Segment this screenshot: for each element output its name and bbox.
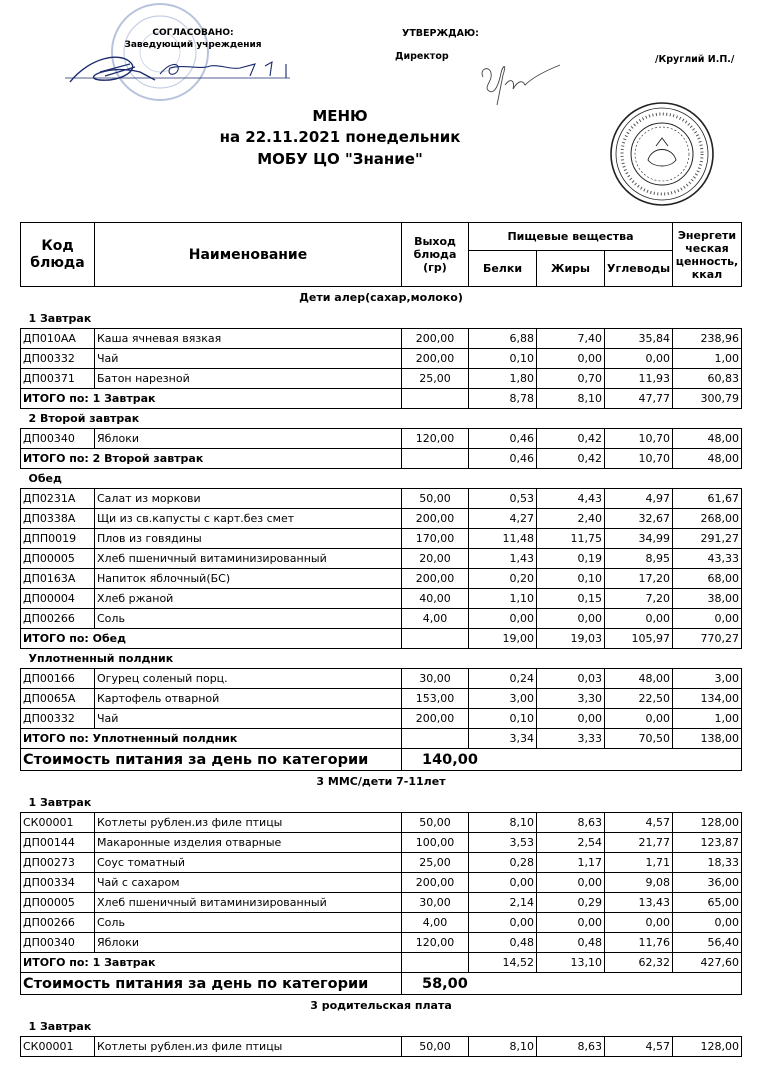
dish-yield: 50,00 (402, 489, 469, 509)
dish-fat: 0,00 (537, 873, 605, 893)
dish-code: ДП010АА (21, 329, 95, 349)
dish-code: ДП00004 (21, 589, 95, 609)
dish-row (21, 669, 742, 689)
meal-title: 1 Завтрак (28, 311, 92, 325)
total-row (21, 629, 742, 649)
dish-code: ДП00332 (21, 709, 95, 729)
dish-protein: 0,10 (469, 709, 537, 729)
dish-code: ДПП0019 (21, 529, 95, 549)
dish-row (21, 329, 742, 349)
dish-name: Соус томатный (95, 853, 402, 873)
dish-yield: 20,00 (402, 549, 469, 569)
dish-name: Чай с сахаром (95, 873, 402, 893)
dish-energy: 65,00 (673, 893, 742, 913)
dish-carbs: 10,70 (605, 429, 673, 449)
dish-protein: 2,14 (469, 893, 537, 913)
dish-carbs: 0,00 (605, 913, 673, 933)
total-row (21, 389, 742, 409)
dish-carbs: 4,57 (605, 813, 673, 833)
total-label: ИТОГО по: Обед (21, 629, 402, 649)
dish-fat: 1,17 (537, 853, 605, 873)
dish-name: Хлеб пшеничный витаминизированный (95, 549, 402, 569)
dish-name: Соль (95, 913, 402, 933)
dish-code: ДП00005 (21, 893, 95, 913)
dish-fat: 0,70 (537, 369, 605, 389)
dish-carbs: 34,99 (605, 529, 673, 549)
dish-fat: 3,30 (537, 689, 605, 709)
dish-name: Чай (95, 349, 402, 369)
dish-carbs: 17,20 (605, 569, 673, 589)
dish-protein: 0,10 (469, 349, 537, 369)
dish-row (21, 349, 742, 369)
total-row (21, 953, 742, 973)
dish-fat: 0,19 (537, 549, 605, 569)
total-yield (402, 629, 469, 649)
dish-yield: 30,00 (402, 893, 469, 913)
column-header-yield: Выход блюда (гр) (402, 223, 469, 287)
dish-carbs: 11,93 (605, 369, 673, 389)
dish-carbs: 35,84 (605, 329, 673, 349)
dish-protein: 8,10 (469, 1037, 537, 1057)
dish-energy: 268,00 (673, 509, 742, 529)
dish-carbs: 7,20 (605, 589, 673, 609)
dish-yield: 170,00 (402, 529, 469, 549)
dish-name: Чай (95, 709, 402, 729)
dish-energy: 43,33 (673, 549, 742, 569)
official-seal-icon (608, 100, 716, 208)
dish-code: ДП00266 (21, 609, 95, 629)
dish-yield: 153,00 (402, 689, 469, 709)
dish-name: Картофель отварной (95, 689, 402, 709)
dish-carbs: 1,71 (605, 853, 673, 873)
category-title: 3 родительская плата (310, 999, 452, 1013)
dish-name: Котлеты рублен.из филе птицы (95, 1037, 402, 1057)
dish-name: Салат из моркови (95, 489, 402, 509)
dish-carbs: 22,50 (605, 689, 673, 709)
agreed-block (113, 27, 273, 51)
dish-energy: 38,00 (673, 589, 742, 609)
signature-left-icon (60, 52, 300, 92)
total-carbs: 70,50 (605, 729, 673, 749)
dish-code: ДП0231А (21, 489, 95, 509)
daily-cost-row (21, 973, 742, 995)
total-carbs: 47,77 (605, 389, 673, 409)
dish-code: ДП00371 (21, 369, 95, 389)
dish-carbs: 0,00 (605, 349, 673, 369)
dish-yield: 25,00 (402, 369, 469, 389)
dish-fat: 0,15 (537, 589, 605, 609)
daily-cost-value: 58,00 (402, 973, 537, 995)
total-yield (402, 729, 469, 749)
total-energy: 48,00 (673, 449, 742, 469)
category-title: 3 ММС/дети 7-11лет (316, 775, 446, 789)
daily-cost-spacer (537, 973, 673, 995)
dish-protein: 3,00 (469, 689, 537, 709)
dish-row (21, 833, 742, 853)
dish-protein: 0,00 (469, 609, 537, 629)
dish-fat: 0,48 (537, 933, 605, 953)
dish-row (21, 609, 742, 629)
dish-energy: 56,40 (673, 933, 742, 953)
dish-carbs: 48,00 (605, 669, 673, 689)
dish-name: Каша ячневая вязкая (95, 329, 402, 349)
dish-yield: 200,00 (402, 329, 469, 349)
category-title: Дети алер(сахар,молоко) (299, 291, 463, 305)
dish-name: Батон нарезной (95, 369, 402, 389)
meal-row (21, 793, 742, 813)
meal-row (21, 1017, 742, 1037)
total-label: ИТОГО по: 1 Завтрак (21, 953, 402, 973)
dish-code: ДП00334 (21, 873, 95, 893)
director-name: /Круглий И.П./ (655, 54, 735, 65)
dish-code: СК00001 (21, 813, 95, 833)
dish-name: Напиток яблочный(БС) (95, 569, 402, 589)
dish-code: ДП00273 (21, 853, 95, 873)
dish-protein: 1,43 (469, 549, 537, 569)
dish-yield: 4,00 (402, 913, 469, 933)
total-carbs: 105,97 (605, 629, 673, 649)
dish-yield: 200,00 (402, 509, 469, 529)
dish-protein: 0,48 (469, 933, 537, 953)
dish-yield: 50,00 (402, 1037, 469, 1057)
column-header-energy: Энергети ческая ценность, ккал (673, 223, 742, 287)
dish-protein: 11,48 (469, 529, 537, 549)
dish-protein: 4,27 (469, 509, 537, 529)
column-header-carbs: Углеводы (605, 251, 673, 287)
dish-protein: 1,10 (469, 589, 537, 609)
dish-yield: 30,00 (402, 669, 469, 689)
meal-row (21, 649, 742, 669)
dish-protein: 0,46 (469, 429, 537, 449)
meal-title: Уплотненный полдник (28, 652, 174, 665)
dish-code: СК00001 (21, 1037, 95, 1057)
dish-name: Котлеты рублен.из филе птицы (95, 813, 402, 833)
total-energy: 138,00 (673, 729, 742, 749)
total-fat: 3,33 (537, 729, 605, 749)
dish-energy: 36,00 (673, 873, 742, 893)
dish-protein: 0,24 (469, 669, 537, 689)
dish-code: ДП00166 (21, 669, 95, 689)
dish-row (21, 853, 742, 873)
dish-name: Щи из св.капусты с карт.без смет (95, 509, 402, 529)
dish-row (21, 1037, 742, 1057)
dish-carbs: 4,57 (605, 1037, 673, 1057)
dish-code: ДП0163А (21, 569, 95, 589)
dish-fat: 0,42 (537, 429, 605, 449)
daily-cost-spacer (537, 749, 673, 771)
meal-row (21, 409, 742, 429)
total-energy: 300,79 (673, 389, 742, 409)
total-label: ИТОГО по: Уплотненный полдник (21, 729, 402, 749)
dish-row (21, 509, 742, 529)
dish-carbs: 11,76 (605, 933, 673, 953)
dish-energy: 48,00 (673, 429, 742, 449)
total-yield (402, 953, 469, 973)
dish-energy: 61,67 (673, 489, 742, 509)
dish-protein: 0,20 (469, 569, 537, 589)
category-row (21, 287, 742, 309)
total-protein: 0,46 (469, 449, 537, 469)
dish-row (21, 549, 742, 569)
dish-fat: 2,54 (537, 833, 605, 853)
dish-carbs: 0,00 (605, 709, 673, 729)
dish-code: ДП0338А (21, 509, 95, 529)
dish-fat: 8,63 (537, 1037, 605, 1057)
dish-fat: 8,63 (537, 813, 605, 833)
total-carbs: 10,70 (605, 449, 673, 469)
category-row (21, 995, 742, 1017)
menu-body (21, 287, 742, 1057)
meal-row (21, 469, 742, 489)
dish-name: Яблоки (95, 933, 402, 953)
dish-row (21, 873, 742, 893)
dish-energy: 0,00 (673, 609, 742, 629)
agreed-role: Заведующий учреждения (124, 40, 262, 50)
dish-fat: 11,75 (537, 529, 605, 549)
dish-protein: 6,88 (469, 329, 537, 349)
dish-fat: 0,00 (537, 709, 605, 729)
dish-fat: 2,40 (537, 509, 605, 529)
document-date: на 22.11.2021 понедельник (219, 128, 461, 146)
dish-row (21, 933, 742, 953)
total-fat: 0,42 (537, 449, 605, 469)
dish-energy: 128,00 (673, 813, 742, 833)
dish-yield: 200,00 (402, 873, 469, 893)
total-protein: 19,00 (469, 629, 537, 649)
dish-carbs: 32,67 (605, 509, 673, 529)
organization-name: МОБУ ЦО "Знание" (257, 150, 423, 168)
dish-protein: 1,80 (469, 369, 537, 389)
dish-energy: 60,83 (673, 369, 742, 389)
total-row (21, 449, 742, 469)
total-protein: 8,78 (469, 389, 537, 409)
dish-row (21, 429, 742, 449)
total-protein: 14,52 (469, 953, 537, 973)
dish-protein: 8,10 (469, 813, 537, 833)
total-fat: 13,10 (537, 953, 605, 973)
dish-name: Хлеб ржаной (95, 589, 402, 609)
dish-yield: 50,00 (402, 813, 469, 833)
daily-cost-row (21, 749, 742, 771)
dish-code: ДП00266 (21, 913, 95, 933)
dish-row (21, 589, 742, 609)
dish-yield: 100,00 (402, 833, 469, 853)
daily-cost-label: Стоимость питания за день по категории (21, 973, 402, 995)
dish-fat: 0,00 (537, 913, 605, 933)
signature-right-icon (475, 55, 565, 110)
dish-energy: 3,00 (673, 669, 742, 689)
total-yield (402, 449, 469, 469)
dish-fat: 7,40 (537, 329, 605, 349)
dish-energy: 128,00 (673, 1037, 742, 1057)
dish-fat: 4,43 (537, 489, 605, 509)
dish-row (21, 913, 742, 933)
dish-name: Огурец соленый порц. (95, 669, 402, 689)
dish-row (21, 369, 742, 389)
dish-energy: 68,00 (673, 569, 742, 589)
meal-title: 2 Второй завтрак (28, 412, 140, 425)
dish-row (21, 893, 742, 913)
total-energy: 427,60 (673, 953, 742, 973)
dish-carbs: 21,77 (605, 833, 673, 853)
dish-yield: 200,00 (402, 349, 469, 369)
daily-cost-value: 140,00 (402, 749, 537, 771)
dish-yield: 25,00 (402, 853, 469, 873)
dish-row (21, 689, 742, 709)
dish-row (21, 569, 742, 589)
menu-table (20, 222, 742, 1057)
meal-title: 1 Завтрак (28, 795, 92, 809)
dish-yield: 40,00 (402, 589, 469, 609)
dish-energy: 123,87 (673, 833, 742, 853)
dish-row (21, 489, 742, 509)
dish-protein: 0,00 (469, 913, 537, 933)
dish-fat: 0,10 (537, 569, 605, 589)
dish-energy: 18,33 (673, 853, 742, 873)
dish-protein: 3,53 (469, 833, 537, 853)
dish-fat: 0,00 (537, 349, 605, 369)
dish-protein: 0,28 (469, 853, 537, 873)
dish-carbs: 13,43 (605, 893, 673, 913)
daily-cost-spacer (673, 973, 742, 995)
dish-energy: 1,00 (673, 709, 742, 729)
dish-row (21, 709, 742, 729)
meal-title: Обед (28, 472, 62, 485)
dish-carbs: 9,08 (605, 873, 673, 893)
total-energy: 770,27 (673, 629, 742, 649)
dish-yield: 120,00 (402, 933, 469, 953)
column-header-name: Наименование (95, 223, 402, 287)
agreed-title: СОГЛАСОВАНО: (152, 28, 234, 38)
dish-name: Яблоки (95, 429, 402, 449)
column-header-code: Код блюда (21, 223, 95, 287)
dish-code: ДП00144 (21, 833, 95, 853)
dish-carbs: 4,97 (605, 489, 673, 509)
dish-name: Соль (95, 609, 402, 629)
dish-fat: 0,03 (537, 669, 605, 689)
dish-name: Плов из говядины (95, 529, 402, 549)
total-label: ИТОГО по: 1 Завтрак (21, 389, 402, 409)
dish-yield: 120,00 (402, 429, 469, 449)
dish-yield: 200,00 (402, 569, 469, 589)
dish-yield: 200,00 (402, 709, 469, 729)
dish-name: Хлеб пшеничный витаминизированный (95, 893, 402, 913)
dish-energy: 0,00 (673, 913, 742, 933)
total-fat: 19,03 (537, 629, 605, 649)
dish-carbs: 0,00 (605, 609, 673, 629)
dish-row (21, 529, 742, 549)
meal-row (21, 309, 742, 329)
dish-name: Макаронные изделия отварные (95, 833, 402, 853)
document-title: МЕНЮ (312, 107, 368, 125)
total-row (21, 729, 742, 749)
daily-cost-label: Стоимость питания за день по категории (21, 749, 402, 771)
dish-code: ДП0065А (21, 689, 95, 709)
dish-code: ДП00332 (21, 349, 95, 369)
dish-protein: 0,00 (469, 873, 537, 893)
dish-energy: 1,00 (673, 349, 742, 369)
daily-cost-spacer (673, 749, 742, 771)
dish-energy: 291,27 (673, 529, 742, 549)
total-carbs: 62,32 (605, 953, 673, 973)
meal-title: 1 Завтрак (28, 1019, 92, 1033)
total-protein: 3,34 (469, 729, 537, 749)
total-fat: 8,10 (537, 389, 605, 409)
total-yield (402, 389, 469, 409)
total-label: ИТОГО по: 2 Второй завтрак (21, 449, 402, 469)
dish-protein: 0,53 (469, 489, 537, 509)
dish-code: ДП00340 (21, 429, 95, 449)
category-row (21, 771, 742, 793)
column-header-protein: Белки (469, 251, 537, 287)
column-header-fat: Жиры (537, 251, 605, 287)
dish-energy: 238,96 (673, 329, 742, 349)
column-header-nutrients: Пищевые вещества (469, 223, 673, 251)
dish-fat: 0,00 (537, 609, 605, 629)
dish-row (21, 813, 742, 833)
dish-code: ДП00005 (21, 549, 95, 569)
dish-yield: 4,00 (402, 609, 469, 629)
dish-code: ДП00340 (21, 933, 95, 953)
dish-energy: 134,00 (673, 689, 742, 709)
dish-fat: 0,29 (537, 893, 605, 913)
director-label: Директор (395, 51, 449, 62)
dish-carbs: 8,95 (605, 549, 673, 569)
approve-title: УТВЕРЖДАЮ: (402, 28, 479, 39)
